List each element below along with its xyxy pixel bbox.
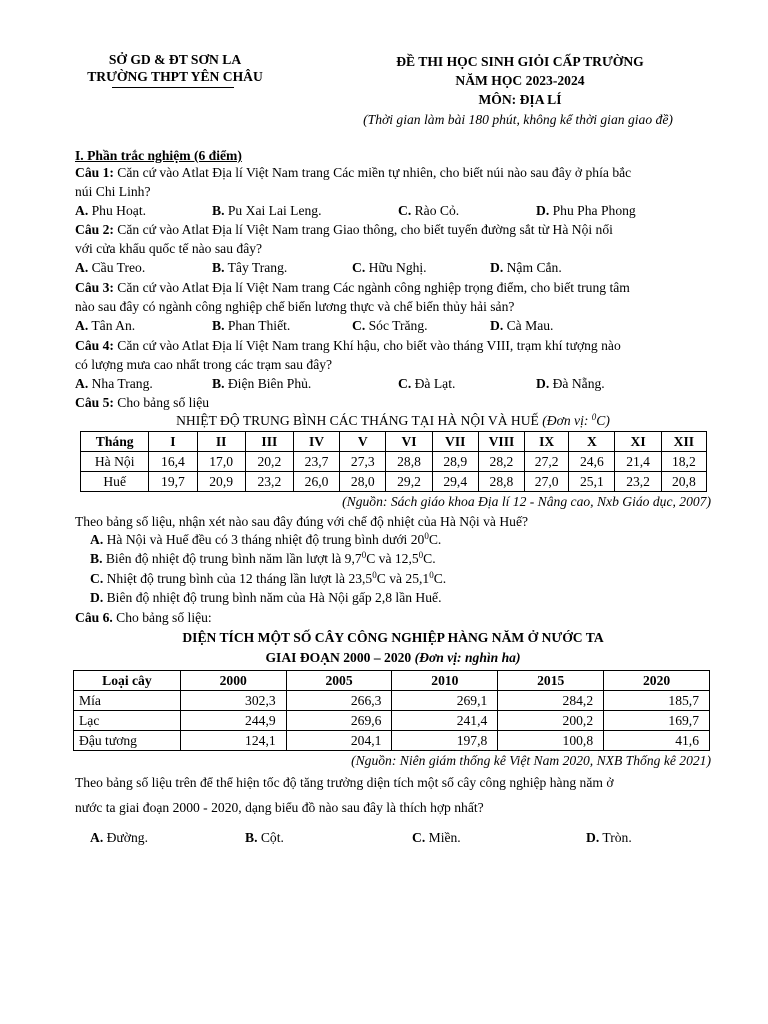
header-cell: X — [569, 432, 615, 452]
table-cell: 124,1 — [180, 731, 286, 751]
table-6-title: DIỆN TÍCH MỘT SỐ CÂY CÔNG NGHIỆP HÀNG NĂM Ở NƯỚC TA — [182, 630, 604, 645]
option-c: C. Sóc Trăng. — [352, 318, 428, 333]
table-cell: 269,1 — [392, 691, 498, 711]
header-cell: V — [340, 432, 386, 452]
header-cell: VII — [432, 432, 478, 452]
table-5-source: (Nguồn: Sách giáo khoa Địa lí 12 - Nâng cao, Nxb Giáo dục, 2007) — [342, 494, 711, 509]
table-cell: 169,7 — [604, 711, 710, 731]
table-cell: 269,6 — [286, 711, 392, 731]
section-title: I. Phần trắc nghiệm (6 điểm) — [75, 148, 242, 163]
question-2-options — [75, 259, 711, 277]
table-row — [81, 452, 707, 472]
option-a: A. Đường. — [90, 830, 148, 845]
row-label: Lạc — [74, 711, 181, 731]
option-a: A. Phu Hoạt. — [75, 203, 146, 218]
question-6-prompt-cont: nước ta giai đoạn 2000 - 2020, dạng biểu đồ nào sau đây là thích hợp nhất? — [75, 800, 484, 815]
option-b: B. Pu Xai Lai Leng. — [212, 203, 322, 218]
table-cell: 200,2 — [498, 711, 604, 731]
time-note: (Thời gian làm bài 180 phút, không kể thời gian giao đề) — [363, 112, 673, 127]
table-6-subtitle: GIAI ĐOẠN 2000 – 2020 (Đơn vị: nghìn ha) — [265, 650, 521, 665]
option-c: C. Miền. — [412, 830, 461, 845]
question-6-options — [75, 829, 711, 847]
header-cell: 2005 — [286, 671, 392, 691]
table-cell: 21,4 — [615, 452, 661, 472]
option-b: B. Cột. — [245, 830, 284, 845]
table-cell: 27,2 — [525, 452, 569, 472]
option-a: A. Cầu Treo. — [75, 260, 146, 275]
table-cell: 100,8 — [498, 731, 604, 751]
question-1: Câu 1: Căn cứ vào Atlat Địa lí Việt Nam trang Các miền tự nhiên, cho biết núi nào sau đây ở phía bắc — [75, 165, 632, 180]
table-cell: 16,4 — [149, 452, 197, 472]
header-cell: VIII — [478, 432, 524, 452]
row-label: Huế — [81, 472, 149, 492]
table-cell: 23,2 — [615, 472, 661, 492]
table-row — [74, 731, 710, 751]
question-2-cont: với cửa khẩu quốc tế nào sau đây? — [75, 241, 263, 256]
option-b: B. Biên độ nhiệt độ trung bình năm lần lượt là $9,7^0C$ và 12,5$^0$C. — [90, 550, 436, 566]
table-cell: 28,8 — [478, 472, 524, 492]
header-cell: IV — [293, 432, 339, 452]
table-cell: 19,7 — [149, 472, 197, 492]
question-1-cont: núi Chi Linh? — [75, 184, 151, 199]
option-b: B. Điện Biên Phủ. — [212, 376, 312, 391]
question-4: Câu 4: Căn cứ vào Atlat Địa lí Việt Nam trang Khí hậu, cho biết vào tháng VIII, trạm khí tượng nào — [75, 338, 621, 353]
header-cell: 2020 — [604, 671, 710, 691]
question-3-cont: nào sau đây có ngành công nghiệp chế biến lương thực và chế biến thủy hải sản? — [75, 299, 515, 314]
table-cell: 24,6 — [569, 452, 615, 472]
subject: MÔN: ĐỊA LÍ — [478, 92, 562, 107]
question-4-cont: có lượng mưa cao nhất trong các trạm sau đây? — [75, 357, 333, 372]
row-label: Hà Nội — [81, 452, 149, 472]
table-row — [81, 472, 707, 492]
table-cell: 266,3 — [286, 691, 392, 711]
header-cell: XI — [615, 432, 661, 452]
table-cell: 29,2 — [386, 472, 432, 492]
table-cell: 241,4 — [392, 711, 498, 731]
option-d: D. Cà Mau. — [490, 318, 554, 333]
exam-title: ĐỀ THI HỌC SINH GIỎI CẤP TRƯỜNG — [396, 54, 644, 69]
table-cell: 17,0 — [197, 452, 245, 472]
question-1-options — [75, 202, 711, 220]
table-header-row — [74, 671, 710, 691]
table-cell: 20,2 — [245, 452, 293, 472]
table-cell: 185,7 — [604, 691, 710, 711]
table-cell: 20,9 — [197, 472, 245, 492]
table-cell: 27,3 — [340, 452, 386, 472]
table-cell: 23,7 — [293, 452, 339, 472]
question-4-options — [75, 375, 711, 393]
table-cell: 28,0 — [340, 472, 386, 492]
question-6-prompt: Theo bảng số liệu trên để thể hiện tốc độ tăng trưởng diện tích một số cây công nghiệp hàng năm ở — [75, 775, 614, 790]
row-label: Mía — [74, 691, 181, 711]
temperature-table — [80, 431, 707, 492]
option-c: C. Hữu Nghị. — [352, 260, 427, 275]
option-d: D. Đà Nẵng. — [536, 376, 605, 391]
option-c: C. Nhiệt độ trung bình của 12 tháng lần lượt là 23,5$^0$C và 25,1$^0$C. — [90, 570, 447, 586]
option-d: D. Biên độ nhiệt độ trung bình năm của Hà Nội gấp 2,8 lần Huế. — [90, 590, 442, 605]
option-d: D. Nậm Cắn. — [490, 260, 562, 275]
header-cell: 2000 — [180, 671, 286, 691]
table-5-title: NHIỆT ĐỘ TRUNG BÌNH CÁC THÁNG TẠI HÀ NỘI VÀ HUẾ (Đơn vị: $^0$C) — [176, 412, 610, 428]
table-6-source: (Nguồn: Niên giám thống kê Việt Nam 2020, NXB Thống kê 2021) — [351, 753, 711, 768]
header-cell: Loại cây — [74, 671, 181, 691]
table-cell: 29,4 — [432, 472, 478, 492]
option-c: C. Rào Cỏ. — [398, 203, 460, 218]
table-cell: 28,9 — [432, 452, 478, 472]
question-5-prompt: Theo bảng số liệu, nhận xét nào sau đây đúng với chế độ nhiệt của Hà Nội và Huế? — [75, 514, 529, 529]
table-cell: 284,2 — [498, 691, 604, 711]
question-3: Câu 3: Căn cứ vào Atlat Địa lí Việt Nam trang Các ngành công nghiệp trọng điểm, cho biết trung tâm — [75, 280, 630, 295]
question-2: Câu 2: Căn cứ vào Atlat Địa lí Việt Nam trang Giao thông, cho biết tuyến đường sắt từ Hà Nội nối — [75, 222, 613, 237]
header-cell: I — [149, 432, 197, 452]
department-name: SỞ GD & ĐT SƠN LA — [108, 52, 242, 67]
option-b: B. Tây Trang. — [212, 260, 288, 275]
table-cell: 41,6 — [604, 731, 710, 751]
table-cell: 27,0 — [525, 472, 569, 492]
option-b: B. Phan Thiết. — [212, 318, 291, 333]
table-row — [74, 711, 710, 731]
question-3-options — [75, 317, 711, 335]
table-row — [74, 691, 710, 711]
question-6: Câu 6. Cho bảng số liệu: — [75, 610, 212, 625]
question-5: Câu 5: Cho bảng số liệu — [75, 395, 210, 410]
header-cell: 2015 — [498, 671, 604, 691]
option-a: A. Hà Nội và Huế đều có 3 tháng nhiệt độ trung bình dưới $20^0C$. — [90, 531, 442, 547]
school-year: NĂM HỌC 2023-2024 — [455, 73, 585, 88]
table-cell: 28,2 — [478, 452, 524, 472]
table-cell: 28,8 — [386, 452, 432, 472]
header-cell: XII — [661, 432, 706, 452]
option-a: A. Nha Trang. — [75, 376, 153, 391]
row-label: Đậu tương — [74, 731, 181, 751]
option-c: C. Đà Lạt. — [398, 376, 456, 391]
table-cell: 25,1 — [569, 472, 615, 492]
header-cell: IX — [525, 432, 569, 452]
table-cell: 23,2 — [245, 472, 293, 492]
option-d: D. Tròn. — [586, 830, 632, 845]
table-cell: 204,1 — [286, 731, 392, 751]
header-cell: VI — [386, 432, 432, 452]
table-cell: 18,2 — [661, 452, 706, 472]
table-cell: 244,9 — [180, 711, 286, 731]
table-cell: 20,8 — [661, 472, 706, 492]
header-cell: II — [197, 432, 245, 452]
school-underline — [112, 87, 234, 88]
option-a: A. Tân An. — [75, 318, 136, 333]
table-cell: 197,8 — [392, 731, 498, 751]
table-cell: 302,3 — [180, 691, 286, 711]
table-header-row — [81, 432, 707, 452]
header-cell: Tháng — [81, 432, 149, 452]
crop-area-table — [73, 670, 710, 751]
option-d: D. Phu Pha Phong — [536, 203, 636, 218]
header-cell: 2010 — [392, 671, 498, 691]
header-cell: III — [245, 432, 293, 452]
school-name: TRƯỜNG THPT YÊN CHÂU — [87, 69, 263, 84]
table-cell: 26,0 — [293, 472, 339, 492]
